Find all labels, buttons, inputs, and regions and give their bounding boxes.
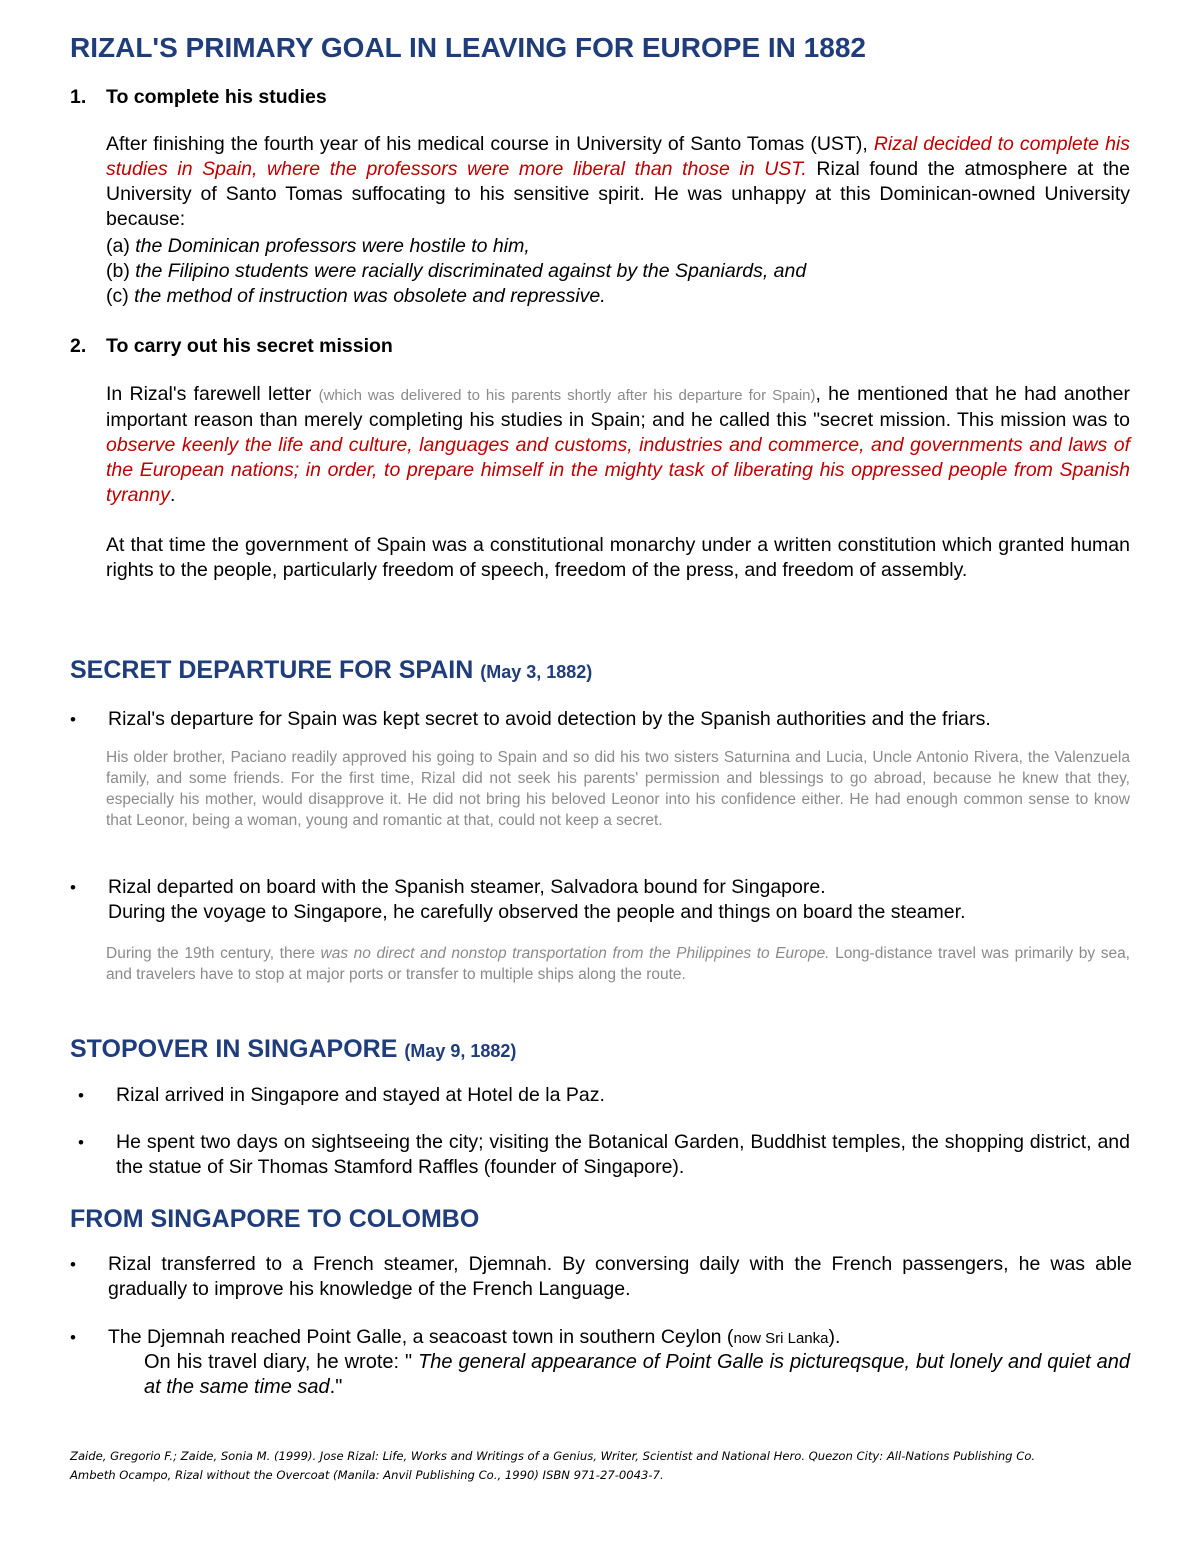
goal-1-number: 1. [70, 86, 87, 108]
page-title: RIZAL'S PRIMARY GOAL IN LEAVING FOR EUROPE IN 1882 [70, 32, 866, 63]
goal-2-number: 2. [70, 335, 87, 357]
reference-item: Ambeth Ocampo, Rizal without the Overcoat (Manila: Anvil Publishing Co., 1990) ISBN 971-27-0043-7. [70, 1468, 664, 1482]
goal-1-highlight: Rizal decided to complete his studies in Spain, where the professors were more liberal than those in UST. [106, 133, 1131, 180]
section-heading-singapore: STOPOVER IN SINGAPORE (May 9, 1882) [70, 1035, 517, 1063]
bullet-icon: • [70, 1255, 76, 1274]
goal-2-paragraph: In Rizal's farewell letter (which was delivered to his parents shortly after his departure for Spain), he mentioned that he had another important reason than merely completing his studies in Spain; and he called this "secret mission. This mission was to observe keenly the life and culture, languages and customs, industries and commerce, and governments and laws of the European nations; in order, to prepare himself in the mighty task of liberating his oppressed people from Spanish tyranny. [106, 383, 1130, 506]
side-note: During the 19th century, there was no direct and nonstop transportation from the Philippines to Europe. Long-distance travel was primarily by sea, and travelers have to stop at major ports or transfer to multiple ships along the route. [106, 945, 1130, 983]
side-note: His older brother, Paciano readily approved his going to Spain and so did his two sisters Saturnina and Lucia, Uncle Antonio Rivera, the Valenzuela family, and some friends. For the first time, Rizal did not seek his parents' permission and blessings to go abroad, because he knew that they, especially his mother, would disapprove it. He did not bring his beloved Leonor into his confidence either. He had enough common sense to know that Leonor, being a woman, young and romantic at that, could not keep a secret. [106, 749, 1130, 829]
bullet-icon: • [78, 1133, 84, 1152]
reference-item: Zaide, Gregorio F.; Zaide, Sonia M. (1999). Jose Rizal: Life, Works and Writings of a Genius, Writer, Scientist and National Hero. Quezon City: All-Nations Publishing Co. [70, 1449, 1036, 1463]
goal-1-text: After finishing the fourth year of his medical course in University of Santo Tomas (UST), [106, 133, 874, 155]
goal-1-text-cont: Rizal found the atmosphere at the University of Santo Tomas suffocating to his sensitive spirit. He was unhappy at this Dominican-owned University because: [106, 158, 1130, 230]
travel-diary-quote: On his travel diary, he wrote: " The general appearance of Point Galle is pictureqsque, but lonely and quiet and at the same time sad." [144, 1351, 1131, 1398]
goal-1-list [106, 234, 1130, 309]
goal-2-paragraph-2: At that time the government of Spain was a constitutional monarchy under a written constitution which granted human rights to the people, particularly freedom of speech, freedom of the press, and freedom of assembly. [106, 534, 1130, 581]
section-heading-colombo: FROM SINGAPORE TO COLOMBO [70, 1205, 480, 1233]
goal-2-heading [70, 335, 393, 358]
references [70, 1447, 1140, 1485]
goal-1-list-item: (c) the method of instruction was obsolete and repressive. [106, 285, 606, 307]
goal-2-aside: (which was delivered to his parents shortly after his departure for Spain) [318, 387, 816, 404]
document-page: RIZAL'S PRIMARY GOAL IN LEAVING FOR EUROPE IN 1882 1. To complete his studies After finishing the fourth year of his medical course in University of Santo Tomas (UST), Rizal decided to complete his studies in Spain, where the professors were more liberal than those in UST. Rizal found the atmosphere at the University of Santo Tomas suffocating to his sensitive spirit. He was unhappy at this Dominican-owned University because: (a) the Dominican professors were hostile to him, (b) the Filipino students were racially discriminated against by the Spaniards, and (c) the method of instruction was obsolete and repressive. 2. To carry out his secret mission In Rizal's farewell letter (which was delivered to his parents shortly after his departure for Spain), he mentioned that he had another important reason than merely completing his studies in Spain; and he called this "secret mission. This mission was to observe keenly the life and culture, languages and customs, industries and commerce, and governments and laws of the European nations; in order, to prepare himself in the mighty task of liberating his oppressed people from Spanish tyranny. At that time the government of Spain was a constitutional monarchy under a written constitution which granted human rights to the people, particularly freedom of speech, freedom of the press, and freedom of assembly. SECRET DEPARTURE FOR SPAIN (May 3, 1882) • Rizal's departure for Spain was kept secret to avoid detection by the Spanish authorities and the friars. His older brother, Paciano readily approved his going to Spain and so did his two sisters Saturnina and Lucia, Uncle Antonio Rivera, the Valenzuela family, and some friends. For the first time, Rizal did not seek his parents' permission and blessings to go abroad, because he knew that they, especially his mother, would disapprove it. He did not bring his beloved Leonor into his confidence either. He had enough common sense to know that Leonor, being a woman, young and romantic at that, could not keep a secret. • Rizal departed on board with the Spanish steamer, Salvadora bound for Singapore. During the voyage to Singapore, he carefully observed the people and things on board the steamer. During the 19th century, there was no direct and nonstop transportation from the Philippines to Europe. Long-distance travel was primarily by sea, and travelers have to stop at major ports or transfer to multiple ships along the route. STOPOVER IN SINGAPORE (May 9, 1882) • Rizal arrived in Singapore and stayed at Hotel de la Paz. • He spent two days on sightseeing the city; visiting the Botanical Garden, Buddhist temples, the shopping district, and the statue of Sir Thomas Stamford Raffles (founder of Singapore). FROM SINGAPORE TO COLOMBO • Rizal transferred to a French steamer, Djemnah. By conversing daily with the French passengers, he was able gradually to improve his knowledge of the French Language. • The Djemnah reached Point Galle, a seacoast town in southern Ceylon (now Sri Lanka). On his travel diary, he wrote: " The general appearance of Point Galle is pictureqsque, but lonely and quiet and at the same time sad." Zaide, Gregorio F.; Zaide, Sonia M. (1999). Jose Rizal: Life, Works and Writings of a Genius, Writer, Scientist and National Hero. Quezon City: All-Nations Publishing Co. Ambeth Ocampo, Rizal without the Overcoat (Manila: Anvil Publishing Co., 1990) ISBN 971-27-0043-7. [0, 0, 1200, 1553]
goal-1-heading-text: To complete his studies [106, 86, 327, 108]
goal-2-highlight: observe keenly the life and culture, languages and customs, industries and commerce, and governments and laws of the European nations; in order, to prepare himself in the mighty task of liberating his oppressed people from Spanish tyranny [106, 434, 1130, 506]
bullet-icon: • [70, 1328, 76, 1347]
section-date: (May 3, 1882) [480, 662, 593, 682]
bullet-icon: • [70, 710, 76, 729]
goal-1-list-item: (b) the Filipino students were racially discriminated against by the Spaniards, and [106, 260, 807, 282]
goal-2-heading-text: To carry out his secret mission [106, 335, 393, 357]
section-date: (May 9, 1882) [404, 1041, 517, 1061]
bullet-icon: • [78, 1086, 84, 1105]
section-heading-departure: SECRET DEPARTURE FOR SPAIN (May 3, 1882) [70, 656, 593, 684]
bullet-icon: • [70, 878, 76, 897]
goal-1-heading [70, 86, 327, 109]
goal-1-paragraph [106, 132, 1130, 232]
goal-1-list-item: (a) the Dominican professors were hostile to him, [106, 235, 530, 257]
